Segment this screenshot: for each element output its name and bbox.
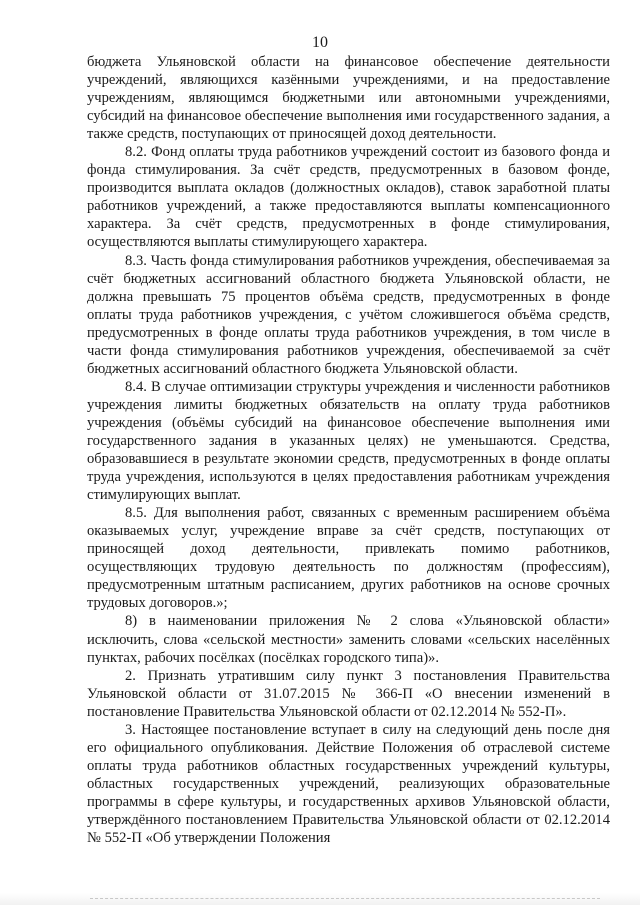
paragraph-8-2: 8.2. Фонд оплаты труда работников учреждений состоит из базового фонда и фонда стимулирования. За счёт средств, предусмотренных в базовом фонде, производится выплата окладов (должностных окладов), ставок заработной платы работников учреждений, а также предоставляются выплаты компенсационного характера. За счёт средств, предусмотренных в фонде стимулирования, осуществляются выплаты стимулирующего характера. bbox=[87, 144, 610, 251]
paragraph-8-3: 8.3. Часть фонда стимулирования работников учреждения, обеспечиваемая за счёт бюджетных ассигнований областного бюджета Ульяновской области, не должна превышать 75 процентов объёма средств, предусмотренных в фонде оплаты труда работников учреждения, с учётом сложившегося объёма средств, предусмотренных в фонде оплаты труда работников учреждения, в том числе в части фонда стимулирования работников учреждения, обеспечиваемой за счёт бюджетных ассигнований областного бюджета Ульяновской области. bbox=[87, 252, 610, 377]
paragraph-point-2: 2. Признать утратившим силу пункт 3 постановления Правительства Ульяновской области от 31.07.2015 № 366-П «О внесении изменений в постановление Правительства Ульяновской области от 02.12.2014 № 552-П». bbox=[87, 667, 610, 720]
page-number: 10 bbox=[312, 34, 328, 51]
paragraph-point-3: 3. Настоящее постановление вступает в силу на следующий день после дня его официального опубликования. Действие Положения об отраслевой системе оплаты труда работников областных государственных учреждений культуры, областных государственных учреждений, реализующих образовательные программы в сфере культуры, и государственных архивов Ульяновской области, утверждённого постановлением Правительства Ульяновской области от 02.12.2014 № 552-П «Об утверждении Положения bbox=[87, 721, 610, 847]
paragraph-item-8: 8) в наименовании приложения № 2 слова «Ульяновской области» исключить, слова «сельской местности» заменить словами «сельских населённых пунктах, рабочих посёлках (посёлках городского типа)». bbox=[87, 613, 610, 666]
paragraph-8-4: 8.4. В случае оптимизации структуры учреждения и численности работников учреждения лимиты бюджетных обязательств на оплату труда работников учреждения (объёмы субсидий на финансовое обеспечение выполнения ими государственного задания в указанных целях) не уменьшаются. Средства, образовавшиеся в результате экономии средств, предусмотренных в фонде оплаты труда учреждения, используются в целях предоставления работникам учреждения стимулирующих выплат. bbox=[87, 378, 610, 504]
paragraph-8-5: 8.5. Для выполнения работ, связанных с временным расширением объёма оказываемых услуг, учреждение вправе за счёт средств, поступающих от приносящей доход деятельности, привлекать помимо работников, осуществляющих трудовую деятельность по должностям (профессиям), предусмотренным штатным расписанием, других работников на основе срочных трудовых договоров.»; bbox=[87, 505, 610, 612]
document-body bbox=[87, 53, 610, 847]
scan-artifact-line bbox=[90, 898, 600, 901]
paragraph-1: бюджета Ульяновской области на финансовое обеспечение деятельности учреждений, являющихся казёнными учреждениями, и на предоставление учреждениям, являющимся бюджетными или автономными учреждениями, субсидий на финансовое обеспечение выполнения ими государственного задания, а также средств, поступающих от приносящей доход деятельности. bbox=[87, 54, 610, 143]
